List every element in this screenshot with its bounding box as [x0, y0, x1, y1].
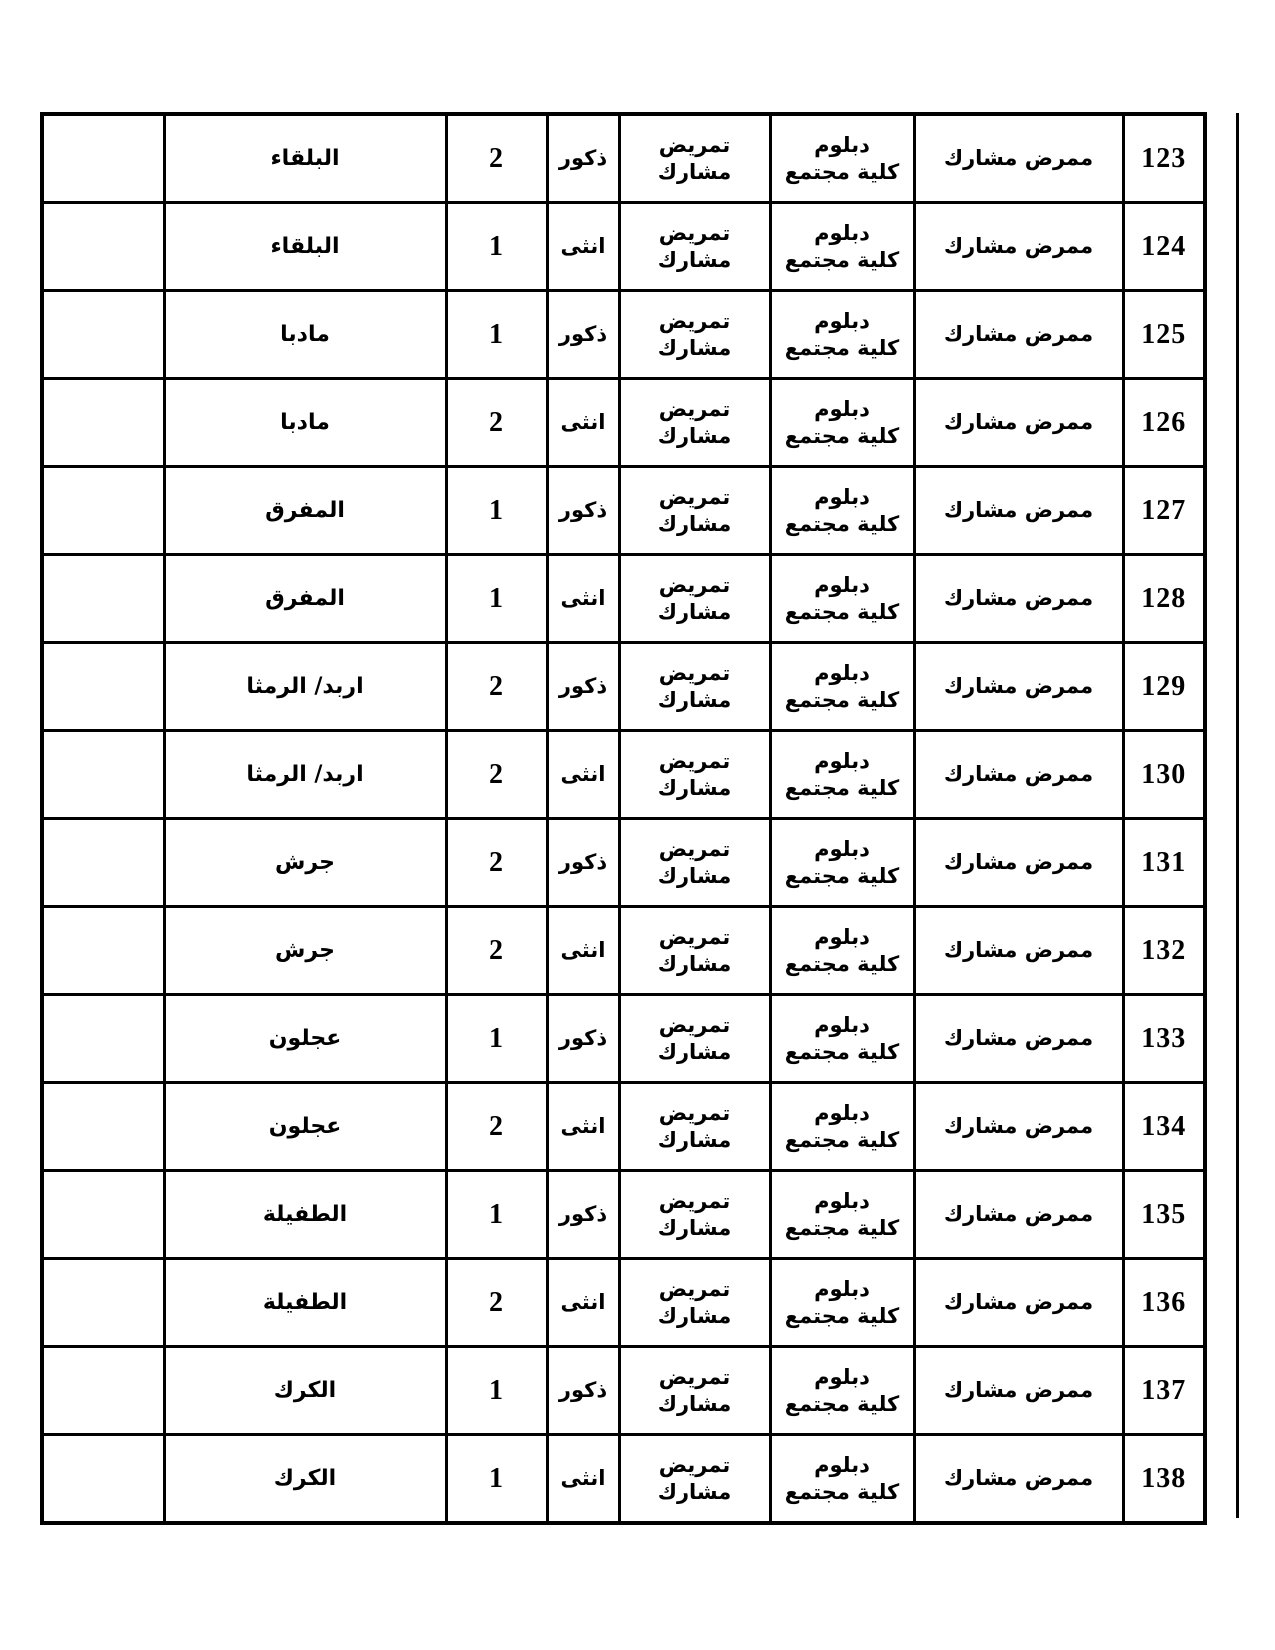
- cell-serial-number: 125: [1123, 291, 1205, 379]
- cell-qualification: دبلوم كلية مجتمع: [770, 467, 914, 555]
- cell-gender: انثى: [547, 731, 619, 819]
- cell-gender: انثى: [547, 1259, 619, 1347]
- cell-gender: ذكور: [547, 643, 619, 731]
- cell-notes: [42, 291, 164, 379]
- cell-notes: [42, 1171, 164, 1259]
- cell-gender: انثى: [547, 203, 619, 291]
- cell-job-title: ممرض مشارك: [914, 643, 1123, 731]
- cell-notes: [42, 731, 164, 819]
- cell-gender: انثى: [547, 379, 619, 467]
- cell-count: 2: [446, 1259, 547, 1347]
- cell-specialty: تمريض مشارك: [619, 907, 770, 995]
- cell-job-title: ممرض مشارك: [914, 291, 1123, 379]
- cell-qualification: دبلوم كلية مجتمع: [770, 731, 914, 819]
- table-row: [42, 1435, 1205, 1524]
- cell-gender: ذكور: [547, 291, 619, 379]
- cell-count: 2: [446, 731, 547, 819]
- cell-notes: [42, 379, 164, 467]
- cell-serial-number: 123: [1123, 114, 1205, 203]
- staff-roster-table: [40, 112, 1207, 1525]
- cell-governorate: الطفيلة: [164, 1259, 446, 1347]
- cell-specialty: تمريض مشارك: [619, 291, 770, 379]
- cell-qualification: دبلوم كلية مجتمع: [770, 114, 914, 203]
- page-margin-rule: [1236, 113, 1239, 1518]
- cell-count: 2: [446, 114, 547, 203]
- cell-qualification: دبلوم كلية مجتمع: [770, 203, 914, 291]
- cell-notes: [42, 203, 164, 291]
- table-row: [42, 819, 1205, 907]
- cell-count: 1: [446, 467, 547, 555]
- cell-serial-number: 126: [1123, 379, 1205, 467]
- cell-qualification: دبلوم كلية مجتمع: [770, 1347, 914, 1435]
- table-row: [42, 995, 1205, 1083]
- cell-job-title: ممرض مشارك: [914, 819, 1123, 907]
- table-row: [42, 907, 1205, 995]
- cell-governorate: الكرك: [164, 1347, 446, 1435]
- cell-governorate: جرش: [164, 907, 446, 995]
- cell-job-title: ممرض مشارك: [914, 114, 1123, 203]
- cell-serial-number: 137: [1123, 1347, 1205, 1435]
- table-row: [42, 1171, 1205, 1259]
- cell-gender: ذكور: [547, 1347, 619, 1435]
- cell-serial-number: 134: [1123, 1083, 1205, 1171]
- cell-governorate: الكرك: [164, 1435, 446, 1524]
- cell-serial-number: 127: [1123, 467, 1205, 555]
- cell-count: 1: [446, 1347, 547, 1435]
- cell-serial-number: 138: [1123, 1435, 1205, 1524]
- cell-governorate: عجلون: [164, 1083, 446, 1171]
- cell-serial-number: 124: [1123, 203, 1205, 291]
- table-row: [42, 203, 1205, 291]
- cell-governorate: المفرق: [164, 467, 446, 555]
- cell-job-title: ممرض مشارك: [914, 555, 1123, 643]
- cell-serial-number: 132: [1123, 907, 1205, 995]
- cell-notes: [42, 907, 164, 995]
- cell-governorate: مادبا: [164, 291, 446, 379]
- cell-qualification: دبلوم كلية مجتمع: [770, 995, 914, 1083]
- cell-job-title: ممرض مشارك: [914, 1435, 1123, 1524]
- cell-governorate: البلقاء: [164, 114, 446, 203]
- cell-gender: انثى: [547, 1083, 619, 1171]
- cell-count: 2: [446, 379, 547, 467]
- cell-specialty: تمريض مشارك: [619, 995, 770, 1083]
- cell-specialty: تمريض مشارك: [619, 467, 770, 555]
- cell-gender: ذكور: [547, 995, 619, 1083]
- cell-notes: [42, 643, 164, 731]
- cell-count: 2: [446, 819, 547, 907]
- cell-notes: [42, 1259, 164, 1347]
- cell-governorate: اربد/ الرمثا: [164, 731, 446, 819]
- cell-gender: ذكور: [547, 114, 619, 203]
- cell-count: 2: [446, 643, 547, 731]
- cell-count: 2: [446, 1083, 547, 1171]
- cell-count: 1: [446, 1435, 547, 1524]
- table-row: [42, 643, 1205, 731]
- table-row: [42, 467, 1205, 555]
- cell-qualification: دبلوم كلية مجتمع: [770, 291, 914, 379]
- cell-governorate: مادبا: [164, 379, 446, 467]
- cell-notes: [42, 1083, 164, 1171]
- cell-job-title: ممرض مشارك: [914, 907, 1123, 995]
- table-row: [42, 291, 1205, 379]
- cell-gender: انثى: [547, 907, 619, 995]
- cell-serial-number: 136: [1123, 1259, 1205, 1347]
- cell-specialty: تمريض مشارك: [619, 203, 770, 291]
- cell-count: 1: [446, 555, 547, 643]
- cell-count: 1: [446, 1171, 547, 1259]
- cell-serial-number: 131: [1123, 819, 1205, 907]
- cell-job-title: ممرض مشارك: [914, 1347, 1123, 1435]
- table-row: [42, 114, 1205, 203]
- cell-gender: ذكور: [547, 819, 619, 907]
- cell-job-title: ممرض مشارك: [914, 731, 1123, 819]
- cell-specialty: تمريض مشارك: [619, 1259, 770, 1347]
- cell-qualification: دبلوم كلية مجتمع: [770, 907, 914, 995]
- cell-job-title: ممرض مشارك: [914, 1259, 1123, 1347]
- cell-specialty: تمريض مشارك: [619, 1083, 770, 1171]
- cell-gender: انثى: [547, 555, 619, 643]
- table-row: [42, 379, 1205, 467]
- cell-serial-number: 129: [1123, 643, 1205, 731]
- roster-table-body: [42, 114, 1205, 1523]
- table-row: [42, 1347, 1205, 1435]
- cell-qualification: دبلوم كلية مجتمع: [770, 1435, 914, 1524]
- cell-qualification: دبلوم كلية مجتمع: [770, 1171, 914, 1259]
- cell-gender: ذكور: [547, 1171, 619, 1259]
- table-row: [42, 1259, 1205, 1347]
- cell-serial-number: 128: [1123, 555, 1205, 643]
- cell-job-title: ممرض مشارك: [914, 1171, 1123, 1259]
- cell-notes: [42, 1347, 164, 1435]
- cell-specialty: تمريض مشارك: [619, 731, 770, 819]
- cell-specialty: تمريض مشارك: [619, 114, 770, 203]
- cell-qualification: دبلوم كلية مجتمع: [770, 819, 914, 907]
- cell-specialty: تمريض مشارك: [619, 643, 770, 731]
- cell-count: 2: [446, 907, 547, 995]
- cell-notes: [42, 819, 164, 907]
- cell-governorate: عجلون: [164, 995, 446, 1083]
- cell-specialty: تمريض مشارك: [619, 1435, 770, 1524]
- cell-count: 1: [446, 291, 547, 379]
- cell-count: 1: [446, 995, 547, 1083]
- table-row: [42, 731, 1205, 819]
- table-row: [42, 1083, 1205, 1171]
- cell-serial-number: 130: [1123, 731, 1205, 819]
- cell-job-title: ممرض مشارك: [914, 379, 1123, 467]
- cell-gender: ذكور: [547, 467, 619, 555]
- cell-job-title: ممرض مشارك: [914, 203, 1123, 291]
- cell-governorate: جرش: [164, 819, 446, 907]
- cell-specialty: تمريض مشارك: [619, 1347, 770, 1435]
- cell-job-title: ممرض مشارك: [914, 1083, 1123, 1171]
- cell-notes: [42, 995, 164, 1083]
- cell-specialty: تمريض مشارك: [619, 555, 770, 643]
- cell-specialty: تمريض مشارك: [619, 1171, 770, 1259]
- cell-specialty: تمريض مشارك: [619, 819, 770, 907]
- cell-governorate: اربد/ الرمثا: [164, 643, 446, 731]
- cell-qualification: دبلوم كلية مجتمع: [770, 643, 914, 731]
- cell-notes: [42, 467, 164, 555]
- cell-qualification: دبلوم كلية مجتمع: [770, 555, 914, 643]
- cell-job-title: ممرض مشارك: [914, 995, 1123, 1083]
- table-row: [42, 555, 1205, 643]
- cell-qualification: دبلوم كلية مجتمع: [770, 1083, 914, 1171]
- cell-job-title: ممرض مشارك: [914, 467, 1123, 555]
- cell-notes: [42, 1435, 164, 1524]
- cell-governorate: الطفيلة: [164, 1171, 446, 1259]
- cell-governorate: البلقاء: [164, 203, 446, 291]
- cell-qualification: دبلوم كلية مجتمع: [770, 379, 914, 467]
- cell-qualification: دبلوم كلية مجتمع: [770, 1259, 914, 1347]
- cell-serial-number: 135: [1123, 1171, 1205, 1259]
- cell-serial-number: 133: [1123, 995, 1205, 1083]
- cell-governorate: المفرق: [164, 555, 446, 643]
- cell-notes: [42, 114, 164, 203]
- cell-count: 1: [446, 203, 547, 291]
- cell-gender: انثى: [547, 1435, 619, 1524]
- cell-specialty: تمريض مشارك: [619, 379, 770, 467]
- cell-notes: [42, 555, 164, 643]
